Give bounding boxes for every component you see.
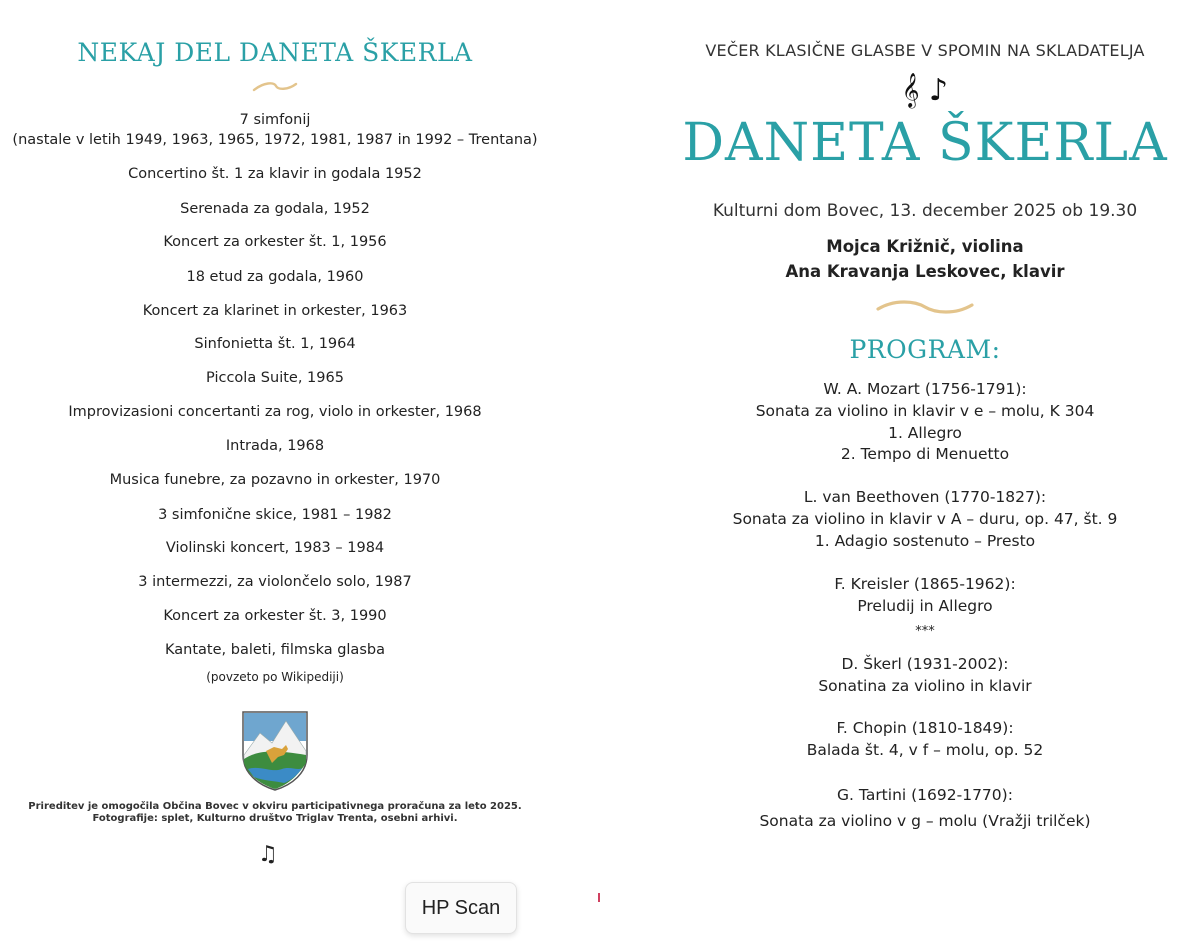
list-item: 3 simfonične skice, 1981 – 1982 [158, 507, 392, 523]
works-panel [0, 0, 550, 942]
swirl-divider-icon [252, 80, 298, 94]
source-note: (povzeto po Wikipediji) [206, 670, 344, 684]
venue-date: Kulturni dom Bovec, 13. december 2025 ob 19.30 [712, 201, 1138, 221]
program-line: Sonata za violino in klavir v A – duru, op. 47, št. 9 [732, 510, 1118, 528]
list-item: 18 etud za godala, 1960 [186, 269, 364, 285]
concert-panel [650, 0, 1200, 942]
cursor-mark [598, 893, 600, 902]
list-item: Improvizasioni concertanti za rog, violo in orkester, 1968 [68, 404, 482, 420]
program-line: D. Škerl (1931-2002): [841, 655, 1009, 673]
performers [650, 234, 1200, 284]
list-item: Piccola Suite, 1965 [206, 370, 344, 386]
program-line: F. Chopin (1810-1849): [836, 719, 1014, 737]
list-item: Koncert za orkester št. 3, 1990 [163, 608, 387, 624]
list-item: Intrada, 1968 [225, 438, 325, 454]
list-item: Violinski koncert, 1983 – 1984 [165, 540, 385, 556]
program-separator: *** [915, 624, 935, 639]
program-line: Sonata za violino in klavir v e – molu, K 304 [755, 402, 1095, 420]
program-line: Sonata za violino v g – molu (Vražji trilček) [759, 812, 1091, 830]
program-heading: PROGRAM: [849, 335, 1001, 364]
hp-scan-button[interactable]: HP Scan [405, 882, 517, 934]
program-line: Balada št. 4, v f – molu, op. 52 [806, 741, 1044, 759]
program-line: L. van Beethoven (1770-1827): [803, 488, 1047, 506]
performer: Mojca Križnič, violina [826, 237, 1024, 256]
program-line: 1. Allegro [888, 424, 962, 442]
swirl-divider-icon [875, 297, 975, 319]
list-item: Concertino št. 1 za klavir in godala 1952 [128, 166, 422, 182]
footer-credits [0, 801, 550, 825]
bovec-coat-of-arms-icon [242, 711, 308, 791]
footer-line: Prireditev je omogočila Občina Bovec v okviru participativnega proračuna za leto 2025. [28, 801, 522, 812]
list-item: Koncert za klarinet in orkester, 1963 [142, 303, 408, 319]
program-line: Preludij in Allegro [857, 597, 993, 615]
list-item: Kantate, baleti, filmska glasba [165, 642, 385, 658]
composer-title: DANETA ŠKERLA [682, 113, 1168, 173]
works-title: NEKAJ DEL DANETA ŠKERLA [77, 38, 473, 67]
list-item: Serenada za godala, 1952 [180, 201, 370, 217]
list-item: (nastale v letih 1949, 1963, 1965, 1972, 1981, 1987 in 1992 – Trentana) [12, 132, 538, 148]
performer: Ana Kravanja Leskovec, klavir [785, 262, 1065, 281]
list-item: 7 simfonij [239, 112, 311, 128]
program-line: F. Kreisler (1865-1962): [834, 575, 1016, 593]
list-item: Musica funebre, za pozavno in orkester, 1970 [109, 472, 441, 488]
program-line: 2. Tempo di Menuetto [840, 445, 1010, 463]
list-item: 3 intermezzi, za violončelo solo, 1987 [138, 574, 412, 590]
music-notes-icon: ♫ [258, 842, 278, 867]
program-line: 1. Adagio sostenuto – Presto [814, 532, 1036, 550]
program-line: Sonatina za violino in klavir [818, 677, 1032, 695]
program-line: G. Tartini (1692-1770): [837, 786, 1013, 804]
treble-clef-note-icon: 𝄞 ♪ [901, 73, 949, 108]
event-subtitle: VEČER KLASIČNE GLASBE V SPOMIN NA SKLADATELJA [705, 41, 1145, 60]
footer-line: Fotografije: splet, Kulturno društvo Triglav Trenta, osebni arhivi. [92, 813, 458, 824]
list-item: Sinfonietta št. 1, 1964 [194, 336, 356, 352]
program-line: W. A. Mozart (1756-1791): [823, 380, 1027, 398]
list-item: Koncert za orkester št. 1, 1956 [163, 234, 387, 250]
